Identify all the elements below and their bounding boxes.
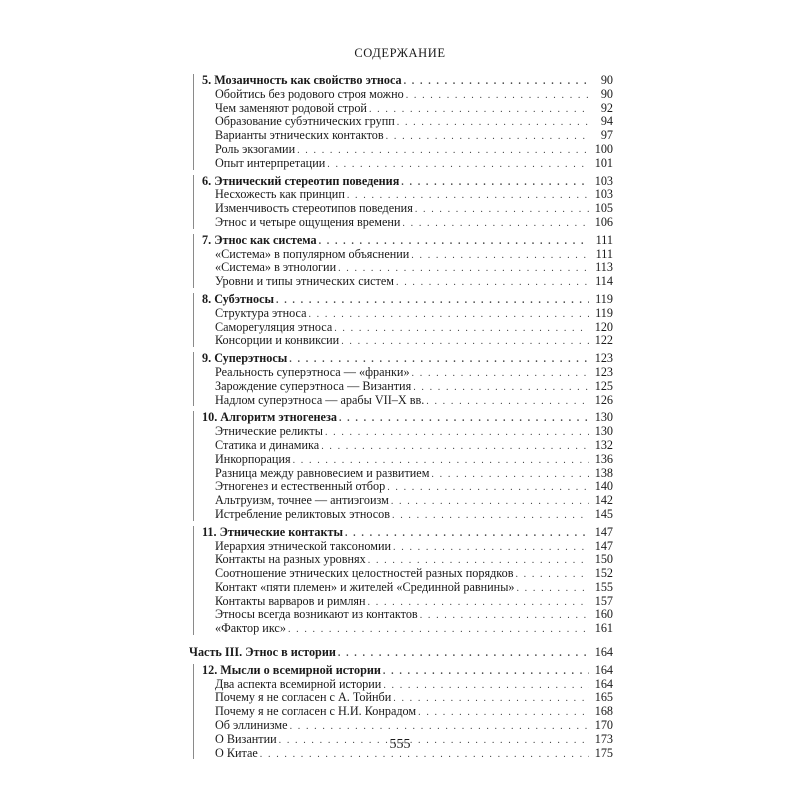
toc-entry-title: Роль экзогамии bbox=[215, 141, 296, 156]
toc-chapter bbox=[189, 526, 613, 636]
toc-entry-title: Этногенез и естественный отбор bbox=[215, 479, 386, 494]
toc-entry-page: 101 bbox=[594, 155, 613, 170]
toc-chapter bbox=[189, 352, 613, 407]
toc-chapter bbox=[189, 411, 613, 521]
dot-leader bbox=[411, 249, 589, 263]
toc-entry bbox=[202, 553, 613, 567]
toc-entry-page: 160 bbox=[594, 607, 613, 622]
toc-entry-page: 175 bbox=[594, 745, 613, 760]
toc-entry-page: 157 bbox=[594, 593, 613, 608]
toc-entry-title: Этносы всегда возникают из контактов bbox=[215, 607, 418, 622]
toc-entry bbox=[202, 321, 613, 335]
chapter-heading-title: 8. Субэтносы bbox=[202, 291, 275, 306]
toc-entry bbox=[202, 248, 613, 262]
toc-entry-page: 165 bbox=[594, 690, 613, 705]
chapter-heading-page: 123 bbox=[594, 351, 613, 366]
table-of-contents bbox=[189, 70, 613, 760]
toc-entry-page: 94 bbox=[600, 114, 613, 129]
toc-entry-page: 132 bbox=[594, 437, 613, 452]
toc-entry-title: Зарождение суперэтноса — Византия bbox=[215, 378, 412, 393]
toc-entry-title: «Система» в этнологии bbox=[215, 260, 337, 275]
toc-chapter bbox=[189, 293, 613, 348]
toc-entry-title: Структура этноса bbox=[215, 305, 307, 320]
toc-entry-page: 130 bbox=[594, 424, 613, 439]
dot-leader bbox=[426, 395, 589, 409]
dot-leader bbox=[393, 692, 589, 706]
toc-chapter bbox=[189, 74, 613, 171]
toc-entry-title: Контакт «пяти племен» и жителей «Срединной равнины» bbox=[215, 579, 515, 594]
dot-leader bbox=[396, 276, 589, 290]
chapter-heading-title: 6. Этнический стереотип поведения bbox=[202, 173, 400, 188]
chapter-heading bbox=[202, 293, 613, 307]
toc-entry bbox=[202, 275, 613, 289]
dot-leader bbox=[392, 509, 589, 523]
toc-entry bbox=[202, 622, 613, 636]
chapter-heading-title: 12. Мысли о всемирной истории bbox=[202, 662, 381, 677]
toc-entry bbox=[202, 567, 613, 581]
toc-entry-page: 145 bbox=[594, 506, 613, 521]
toc-entry-title: Два аспекта всемирной истории bbox=[215, 676, 382, 691]
toc-entry bbox=[202, 595, 613, 609]
toc-entry-page: 152 bbox=[594, 566, 613, 581]
toc-entry-page: 113 bbox=[595, 260, 613, 275]
toc-entry bbox=[202, 216, 613, 230]
dot-leader bbox=[327, 158, 589, 172]
toc-entry-title: Альтруизм, точнее — антиэгоизм bbox=[215, 493, 389, 508]
toc-entry-title: Надлом суперэтноса — арабы VII–X вв. bbox=[215, 392, 425, 407]
toc-entry bbox=[202, 188, 613, 202]
chapter-heading bbox=[202, 411, 613, 425]
dot-leader bbox=[420, 609, 589, 623]
chapter-heading bbox=[202, 234, 613, 248]
toc-entry-title: Инкорпорация bbox=[215, 451, 291, 466]
toc-entry-page: 123 bbox=[594, 364, 613, 379]
toc-entry bbox=[202, 691, 613, 705]
toc-entry-title: Почему я не согласен с Н.И. Конрадом bbox=[215, 704, 417, 719]
toc-entry-title: Статика и динамика bbox=[215, 437, 320, 452]
toc-entry bbox=[202, 102, 613, 116]
dot-leader bbox=[397, 116, 589, 130]
chapter-heading bbox=[202, 74, 613, 88]
dot-leader bbox=[334, 322, 589, 336]
toc-entry bbox=[202, 366, 613, 380]
toc-entry bbox=[202, 494, 613, 508]
toc-entry-page: 114 bbox=[595, 274, 613, 289]
dot-leader bbox=[402, 217, 589, 231]
page-number: 555 bbox=[389, 737, 411, 752]
toc-entry-title: Чем заменяют родовой строй bbox=[215, 100, 367, 115]
toc-entry-title: «Фактор икс» bbox=[215, 621, 286, 636]
toc-entry-title: Изменчивость стереотипов поведения bbox=[215, 201, 413, 216]
dot-leader bbox=[276, 294, 589, 308]
toc-entry-title: Обойтись без родового строя можно bbox=[215, 86, 404, 101]
toc-entry-page: 103 bbox=[594, 187, 613, 202]
toc-entry bbox=[202, 453, 613, 467]
chapter-heading-page: 147 bbox=[594, 524, 613, 539]
toc-entry-title: «Система» в популярном объяснении bbox=[215, 246, 410, 261]
chapter-heading bbox=[202, 664, 613, 678]
dot-leader bbox=[391, 495, 589, 509]
toc-entry-title: Консорции и конвиксии bbox=[215, 333, 340, 348]
toc-entry bbox=[202, 439, 613, 453]
toc-entry-title: Этнические реликты bbox=[215, 424, 323, 439]
dot-leader bbox=[413, 381, 589, 395]
toc-entry-title: Саморегуляция этноса bbox=[215, 319, 333, 334]
running-header: СОДЕРЖАНИЕ bbox=[354, 46, 446, 60]
toc-entry-page: 147 bbox=[594, 538, 613, 553]
toc-entry bbox=[202, 115, 613, 129]
dot-leader bbox=[418, 706, 589, 720]
toc-entry bbox=[202, 307, 613, 321]
toc-entry-page: 140 bbox=[594, 479, 613, 494]
dot-leader bbox=[325, 426, 589, 440]
dot-leader bbox=[290, 720, 589, 734]
dot-leader bbox=[383, 679, 589, 693]
chapter-heading-title: 9. Суперэтносы bbox=[202, 351, 288, 366]
toc-entry-page: 119 bbox=[595, 305, 613, 320]
toc-entry-page: 170 bbox=[594, 718, 613, 733]
toc-entry bbox=[202, 719, 613, 733]
chapter-heading bbox=[202, 352, 613, 366]
dot-leader bbox=[404, 75, 589, 89]
toc-entry-page: 100 bbox=[594, 141, 613, 156]
dot-leader bbox=[297, 144, 589, 158]
toc-entry-title: Разница между равновесием и развитием bbox=[215, 465, 430, 480]
toc-entry-page: 168 bbox=[594, 704, 613, 719]
toc-entry bbox=[202, 608, 613, 622]
chapter-heading-page: 130 bbox=[594, 410, 613, 425]
toc-entry-title: Истребление реликтовых этносов bbox=[215, 506, 391, 521]
dot-leader bbox=[339, 412, 589, 426]
dot-leader bbox=[288, 623, 589, 637]
chapter-heading-title: 7. Этнос как система bbox=[202, 232, 317, 247]
dot-leader bbox=[341, 335, 589, 349]
dot-leader bbox=[515, 568, 589, 582]
part-heading bbox=[189, 646, 613, 660]
chapter-heading bbox=[202, 175, 613, 189]
toc-entry-title: Уровни и типы этнических систем bbox=[215, 274, 394, 289]
chapter-heading-title: 10. Алгоритм этногенеза bbox=[202, 410, 337, 425]
toc-entry-title: О Византии bbox=[215, 731, 277, 746]
toc-entry bbox=[202, 88, 613, 102]
toc-entry-title: Иерархия этнической таксономии bbox=[215, 538, 392, 553]
dot-leader bbox=[516, 582, 589, 596]
toc-entry-title: Контакты варваров и римлян bbox=[215, 593, 366, 608]
dot-leader bbox=[412, 367, 589, 381]
toc-entry-title: Почему я не согласен с А. Тойнби bbox=[215, 690, 392, 705]
chapter-heading-page: 164 bbox=[594, 662, 613, 677]
toc-entry-title: Варианты этнических контактов bbox=[215, 128, 384, 143]
toc-entry-page: 122 bbox=[594, 333, 613, 348]
toc-entry bbox=[202, 540, 613, 554]
toc-entry-page: 90 bbox=[600, 86, 613, 101]
dot-leader bbox=[338, 647, 589, 661]
chapter-heading-page: 103 bbox=[594, 173, 613, 188]
toc-entry-page: 155 bbox=[594, 579, 613, 594]
toc-entry-page: 92 bbox=[600, 100, 613, 115]
toc-entry bbox=[202, 678, 613, 692]
chapter-heading-page: 111 bbox=[595, 232, 613, 247]
toc-entry bbox=[202, 143, 613, 157]
chapter-heading-page: 119 bbox=[595, 291, 613, 306]
toc-entry bbox=[202, 705, 613, 719]
dot-leader bbox=[321, 440, 589, 454]
toc-entry-page: 173 bbox=[594, 731, 613, 746]
dot-leader bbox=[383, 665, 589, 679]
toc-entry-title: О Китае bbox=[215, 745, 258, 760]
dot-leader bbox=[369, 103, 589, 117]
dot-leader bbox=[308, 308, 589, 322]
toc-entry-page: 138 bbox=[594, 465, 613, 480]
dot-leader bbox=[406, 89, 589, 103]
chapter-heading-page: 90 bbox=[600, 73, 613, 87]
toc-entry-page: 125 bbox=[594, 378, 613, 393]
toc-entry-page: 111 bbox=[595, 246, 613, 261]
chapter-heading bbox=[202, 526, 613, 540]
toc-entry-title: Этнос и четыре ощущения времени bbox=[215, 214, 401, 229]
toc-entry bbox=[202, 202, 613, 216]
toc-entry bbox=[202, 129, 613, 143]
toc-entry bbox=[202, 508, 613, 522]
part-heading-page: 164 bbox=[594, 645, 613, 660]
part-heading-title: Часть III. Этнос в истории bbox=[189, 645, 336, 660]
toc-entry bbox=[202, 425, 613, 439]
toc-entry-page: 126 bbox=[594, 392, 613, 407]
toc-entry bbox=[202, 334, 613, 348]
toc-chapter bbox=[189, 175, 613, 230]
toc-entry-title: Образование субэтнических групп bbox=[215, 114, 395, 129]
dot-leader bbox=[431, 468, 589, 482]
toc-part bbox=[189, 646, 613, 660]
toc-entry bbox=[202, 380, 613, 394]
toc-entry-page: 136 bbox=[594, 451, 613, 466]
dot-leader bbox=[415, 203, 589, 217]
toc-entry-title: Опыт интерпретации bbox=[215, 155, 326, 170]
dot-leader bbox=[386, 130, 589, 144]
toc-entry bbox=[202, 261, 613, 275]
toc-entry-page: 150 bbox=[594, 552, 613, 567]
toc-entry-page: 120 bbox=[594, 319, 613, 334]
toc-entry-page: 142 bbox=[594, 493, 613, 508]
toc-entry-title: Несхожесть как принцип bbox=[215, 187, 345, 202]
toc-entry bbox=[202, 581, 613, 595]
toc-entry-page: 97 bbox=[600, 128, 613, 143]
toc-entry-page: 161 bbox=[594, 621, 613, 636]
dot-leader bbox=[387, 481, 589, 495]
toc-entry-title: Реальность суперэтноса — «франки» bbox=[215, 364, 410, 379]
toc-entry-page: 106 bbox=[594, 214, 613, 229]
toc-entry-title: Контакты на разных уровнях bbox=[215, 552, 366, 567]
toc-entry-page: 105 bbox=[594, 201, 613, 216]
toc-entry bbox=[202, 157, 613, 171]
toc-entry bbox=[202, 467, 613, 481]
chapter-heading-title: 5. Мозаичность как свойство этноса bbox=[202, 73, 402, 87]
chapter-heading-title: 11. Этнические контакты bbox=[202, 524, 343, 539]
toc-chapter bbox=[189, 234, 613, 289]
toc-entry bbox=[202, 480, 613, 494]
dot-leader bbox=[401, 176, 589, 190]
toc-entry bbox=[202, 394, 613, 408]
toc-entry-title: Об эллинизме bbox=[215, 718, 288, 733]
toc-entry-title: Соотношение этнических целостностей разных порядков bbox=[215, 566, 514, 581]
dot-leader bbox=[393, 541, 589, 555]
toc-entry-page: 164 bbox=[594, 676, 613, 691]
